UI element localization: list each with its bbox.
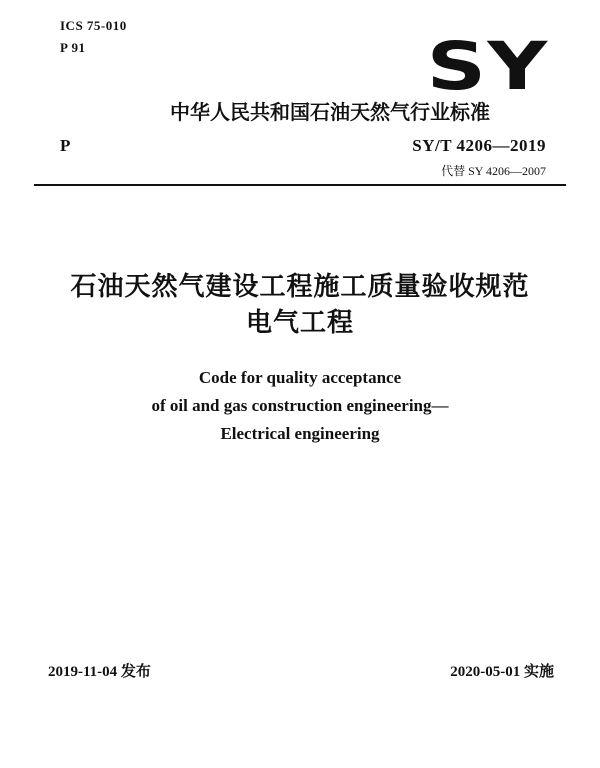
sy-logo: SY: [426, 28, 548, 105]
replaces-note: 代替 SY 4206—2007: [441, 164, 546, 178]
chinese-subtitle: 电气工程: [245, 308, 354, 338]
chinese-title: 石油天然气建设工程施工质量验收规范: [70, 272, 530, 302]
ics-code: ICS 75-010: [60, 18, 127, 33]
standard-category-title: 中华人民共和国石油天然气行业标准: [170, 100, 490, 124]
p-mark: P: [60, 136, 71, 155]
standard-number: SY/T 4206—2019: [412, 136, 546, 155]
implementation-date: 2020-05-01 实施: [450, 664, 554, 680]
english-title-line-1: Code for quality acceptance: [198, 368, 402, 387]
classification-code: P 91: [60, 40, 86, 55]
english-title-line-2: of oil and gas construction engineering—: [151, 396, 449, 415]
english-title-line-3: Electrical engineering: [220, 424, 380, 443]
header-divider: [34, 184, 566, 186]
issue-date: 2019-11-04 发布: [48, 664, 151, 680]
